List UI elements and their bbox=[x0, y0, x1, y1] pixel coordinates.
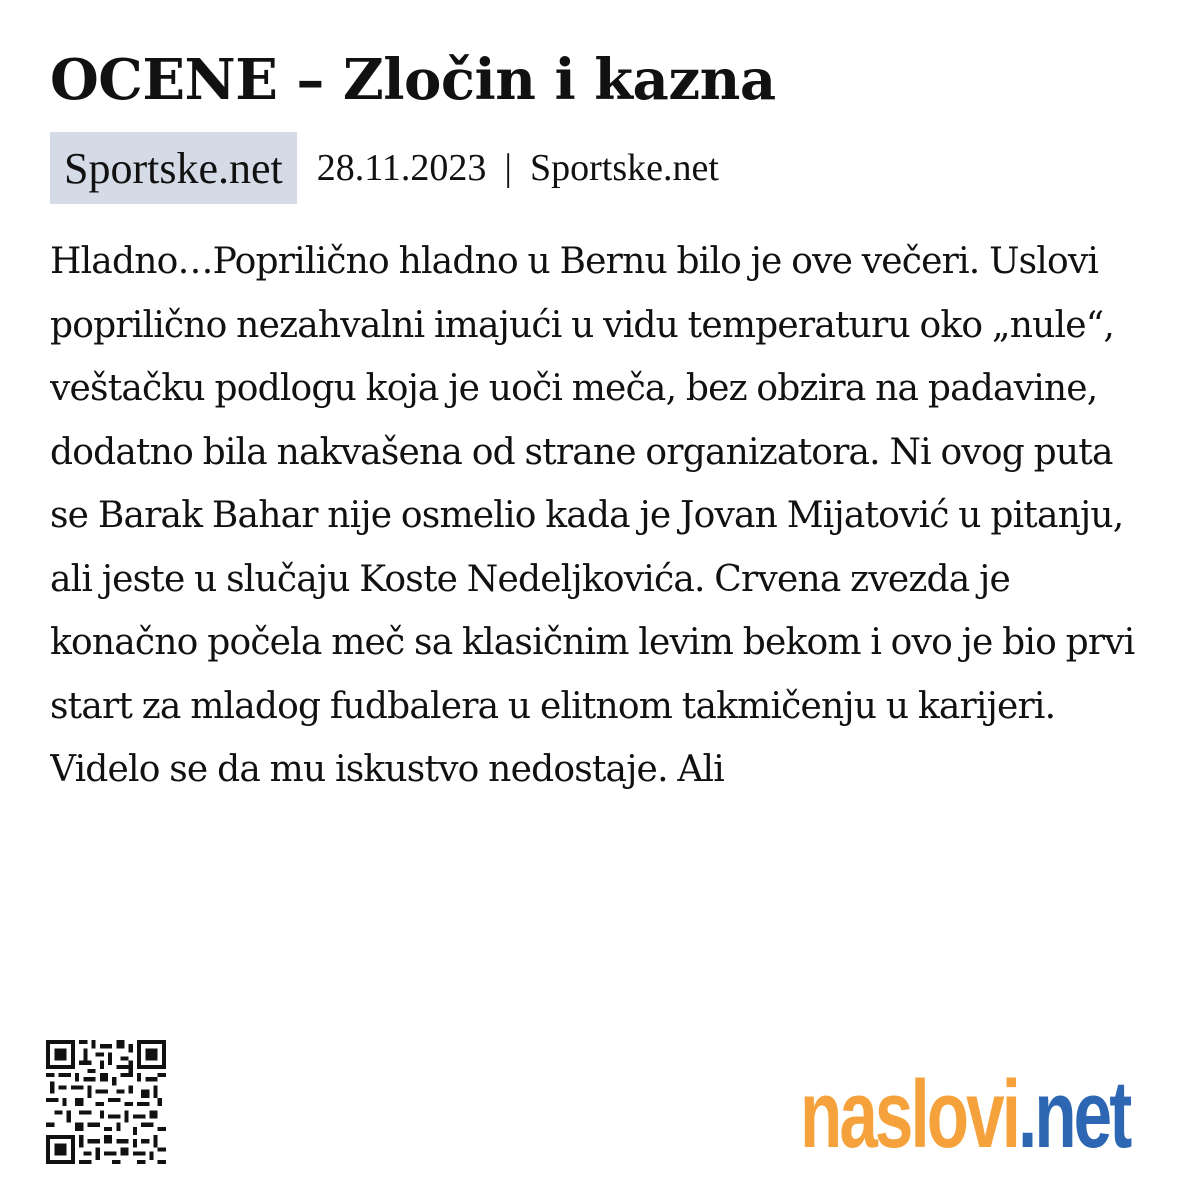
article-meta bbox=[50, 132, 719, 204]
naslovi-logo[interactable] bbox=[800, 1060, 1130, 1170]
meta-separator: | bbox=[504, 147, 512, 189]
qr-code-icon bbox=[46, 1040, 166, 1164]
source-name: Sportske.net bbox=[529, 147, 719, 189]
article-title: OCENE – Zločin i kazna bbox=[50, 47, 776, 113]
logo-part-net: .net bbox=[1018, 1061, 1130, 1168]
body-fade-overlay bbox=[50, 800, 1155, 870]
publish-date: 28.11.2023 bbox=[316, 147, 487, 189]
article-body bbox=[50, 230, 1155, 870]
logo-part-naslovi: naslovi bbox=[800, 1061, 1019, 1168]
article-body-text: Hladno…Poprilično hladno u Bernu bilo je ove večeri. Uslovi poprilično nezahvalni imajući u vidu temperaturu oko „nule“, veštačku podlogu koja je uoči meča, bez obzira na padavine, dodatno bila nakvašena od strane organizatora. Ni ovog puta se Barak Bahar nije osmelio kada je Jovan Mijatović u pitanju, ali jeste u slučaju Koste Nedeljkovića. Crvena zvezda je konačno počela meč sa klasičnim levim bekom i ovo je bio prvi start za mladog fudbalera u elitnom takmičenju u karijeri. Videlo se da mu iskustvo nedostaje. Ali bbox=[50, 241, 1135, 790]
meta-line bbox=[317, 146, 719, 190]
source-badge[interactable]: Sportske.net bbox=[50, 132, 297, 204]
